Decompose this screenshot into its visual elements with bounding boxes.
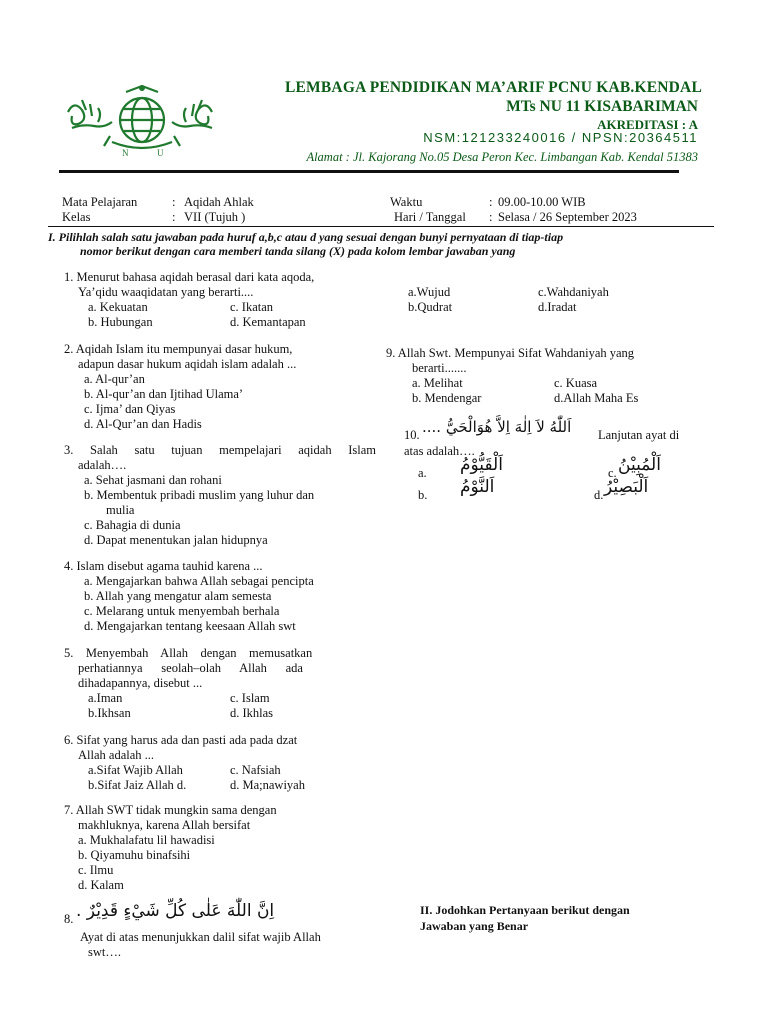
q9-text-2: berarti....... [412,361,467,375]
q8-option-d[interactable]: d.Iradat [538,300,577,314]
subject-value: Aqidah Ahlak [184,195,254,209]
question-7 [64,803,376,893]
q6-option-c[interactable]: c. Nafsiah [230,763,281,777]
q7-text-2: makhluknya, karena Allah bersifat [78,818,251,832]
q5-option-d[interactable]: d. Ikhlas [230,706,274,720]
question-5 [64,646,376,721]
q2-option-d[interactable]: d. Al-Qur’an dan Hadis [84,417,202,431]
school-name: MTs NU 11 KISABARIMAN [506,98,698,115]
q3-option-a[interactable]: a. Sehat jasmani dan rohani [84,473,222,487]
q6-option-b[interactable]: b.Sifat Jaiz Allah d. [88,778,187,792]
section-2-line-1: II. Jodohkan Pertanyaan berikut dengan [420,903,630,917]
class-label: Kelas [62,210,91,224]
q6-option-a[interactable]: a.Sifat Wajib Allah [88,763,183,777]
q9-option-b[interactable]: b. Mendengar [412,391,482,405]
q10-option-b-label[interactable]: b. [418,488,428,502]
info-divider [48,226,714,227]
q7-option-d[interactable]: d. Kalam [78,878,124,892]
subject-label: Mata Pelajaran [62,195,138,209]
q9-option-c[interactable]: c. Kuasa [554,376,598,390]
date-colon: : [489,210,493,224]
q1-option-a[interactable]: a. Kekuatan [88,300,148,314]
q10-option-a[interactable]: اَلْقَيُّوْمُ [460,455,503,475]
q1-option-d[interactable]: d. Kemantapan [230,315,306,329]
question-1 [64,270,376,330]
q9-option-a[interactable]: a. Melihat [412,376,463,390]
q8-arabic-verse: اِنَّ اللّٰهَ عَلٰى كُلِّ شَيْءٍ قَدِيْرٌ . [76,901,275,921]
time-colon: : [489,195,493,209]
q3-option-d[interactable]: d. Dapat menentukan jalan hidupnya [84,533,268,547]
q2-text-2: adapun dasar hukum aqidah islam adalah ... [78,357,297,371]
q4-option-c[interactable]: c. Melarang untuk menyembah berhala [84,604,280,618]
q10-arabic-verse: اَللّٰهُ لاَ اِلٰهَ اِلاَّ هُوَالْحَيُّ .... [422,418,572,436]
section-2-heading [420,902,710,934]
date-value: Selasa / 26 September 2023 [498,210,637,224]
q2-option-c[interactable]: c. Ijma’ dan Qiyas [84,402,176,416]
q8-text-1: Ayat di atas menunjukkan dalil sifat wajib Allah [80,930,321,944]
section-2-line-2: Jawaban yang Benar [420,919,529,933]
q8-text-2: swt…. [88,945,121,959]
q7-option-a[interactable]: a. Mukhalafatu lil hawadisi [78,833,215,847]
q3-option-b[interactable]: b. Membentuk pribadi muslim yang luhur dan [84,488,315,502]
class-value: VII (Tujuh ) [184,210,246,224]
logo-letter-n: N [122,148,129,158]
q10-text-tail: Lanjutan ayat di [598,428,680,442]
subject-colon: : [172,195,176,209]
q1-option-c[interactable]: c. Ikatan [230,300,274,314]
q9-option-d[interactable]: d.Allah Maha Es [554,391,639,405]
header-divider [59,170,679,173]
time-value: 09.00-10.00 WIB [498,195,586,209]
q10-option-b[interactable]: اَلنَّوْمُ [460,477,495,497]
institution-name: LEMBAGA PENDIDIKAN MA’ARIF PCNU KAB.KENDAL [284,79,702,96]
instruction-line-2: nomor berikut dengan cara memberi tanda silang (X) pada kolom lembar jawaban yang [80,244,516,258]
q10-option-c-label[interactable]: c. [608,466,617,480]
q5-text-2: perhatiannya seolah–olah Allah ada [78,661,303,675]
q7-option-c[interactable]: c. Ilmu [78,863,114,877]
question-3 [64,443,376,548]
q4-text-1: 4. Islam disebut agama tauhid karena ... [64,559,263,573]
q10-option-c[interactable]: اَلْمُبِيْنُ [618,455,661,475]
q1-text-1: 1. Menurut bahasa aqidah berasal dari kata aqoda, [64,270,315,284]
q7-text-1: 7. Allah SWT tidak mungkin sama dengan [64,803,277,817]
school-logo [62,82,222,162]
q4-option-d[interactable]: d. Mengajarkan tentang keesaan Allah swt [84,619,296,633]
school-address: Alamat : Jl. Kajorang No.05 Desa Peron Kec. Limbangan Kab. Kendal 51383 [306,150,698,164]
logo-letter-u: U [157,148,164,158]
q10-option-d-label[interactable]: d. [594,488,604,502]
q1-option-b[interactable]: b. Hubungan [88,315,153,329]
q6-option-d[interactable]: d. Ma;nawiyah [230,778,305,792]
q8-option-a[interactable]: a.Wujud [408,285,451,299]
q3-option-b-cont: mulia [106,503,135,517]
q4-option-b[interactable]: b. Allah yang mengatur alam semesta [84,589,272,603]
q2-option-a[interactable]: a. Al-qur’an [84,372,145,386]
class-colon: : [172,210,176,224]
q3-text-2: adalah…. [78,458,127,472]
q2-text-1: 2. Aqidah Islam itu mempunyai dasar hukum, [64,342,293,356]
section-1-instruction [48,230,714,258]
q5-text-3: dihadapannya, disebut ... [78,676,203,690]
q9-text-1: 9. Allah Swt. Mempunyai Sifat Wahdaniyah yang [386,346,635,360]
q6-text-1: 6. Sifat yang harus ada dan pasti ada pada dzat [64,733,298,747]
q5-text-1: 5. Menyembah Allah dengan memusatkan [64,646,313,660]
instruction-line-1: I. Pilihlah salah satu jawaban pada huruf a,b,c atau d yang sesuai dengan bunyi pernyataan di tiap-tiap [48,230,564,244]
q5-option-b[interactable]: b.Ikhsan [88,706,131,720]
q6-text-2: Allah adalah ... [78,748,155,762]
q4-option-a[interactable]: a. Mengajarkan bahwa Allah sebagai pencipta [84,574,314,588]
question-10 [404,420,708,510]
q1-text-2: Ya’qidu waaqidatan yang berarti.... [78,285,254,299]
q8-option-b[interactable]: b.Qudrat [408,300,453,314]
accreditation: AKREDITASI : A [597,117,698,132]
q8-number: 8. [64,912,74,926]
question-8 [64,901,376,960]
time-label: Waktu [390,195,423,209]
logo-emblem [62,82,222,162]
question-9 [386,346,706,406]
q8-option-c[interactable]: c.Wahdaniyah [538,285,609,299]
q3-text-1: 3. Salah satu tujuan mempelajari aqidah Islam [64,443,376,457]
question-4 [64,559,376,634]
q10-text-2: atas adalah…. [404,444,475,458]
nsm-npsn: NSM:121233240016 / NPSN:20364511 [423,130,698,145]
q10-option-a-label[interactable]: a. [418,466,427,480]
question-6 [64,733,376,793]
question-2 [64,342,376,432]
date-label: Hari / Tanggal [394,210,466,224]
q5-option-a[interactable]: a.Iman [88,691,123,705]
q8-options [408,285,708,317]
q3-option-c[interactable]: c. Bahagia di dunia [84,518,181,532]
q2-option-b[interactable]: b. Al-qur’an dan Ijtihad Ulama’ [84,387,244,401]
q10-option-d[interactable]: اَلْبَصِيْرُ [604,477,649,497]
q7-option-b[interactable]: b. Qiyamuhu binafsihi [78,848,191,862]
q10-number: 10. [404,428,420,442]
q5-option-c[interactable]: c. Islam [230,691,270,705]
